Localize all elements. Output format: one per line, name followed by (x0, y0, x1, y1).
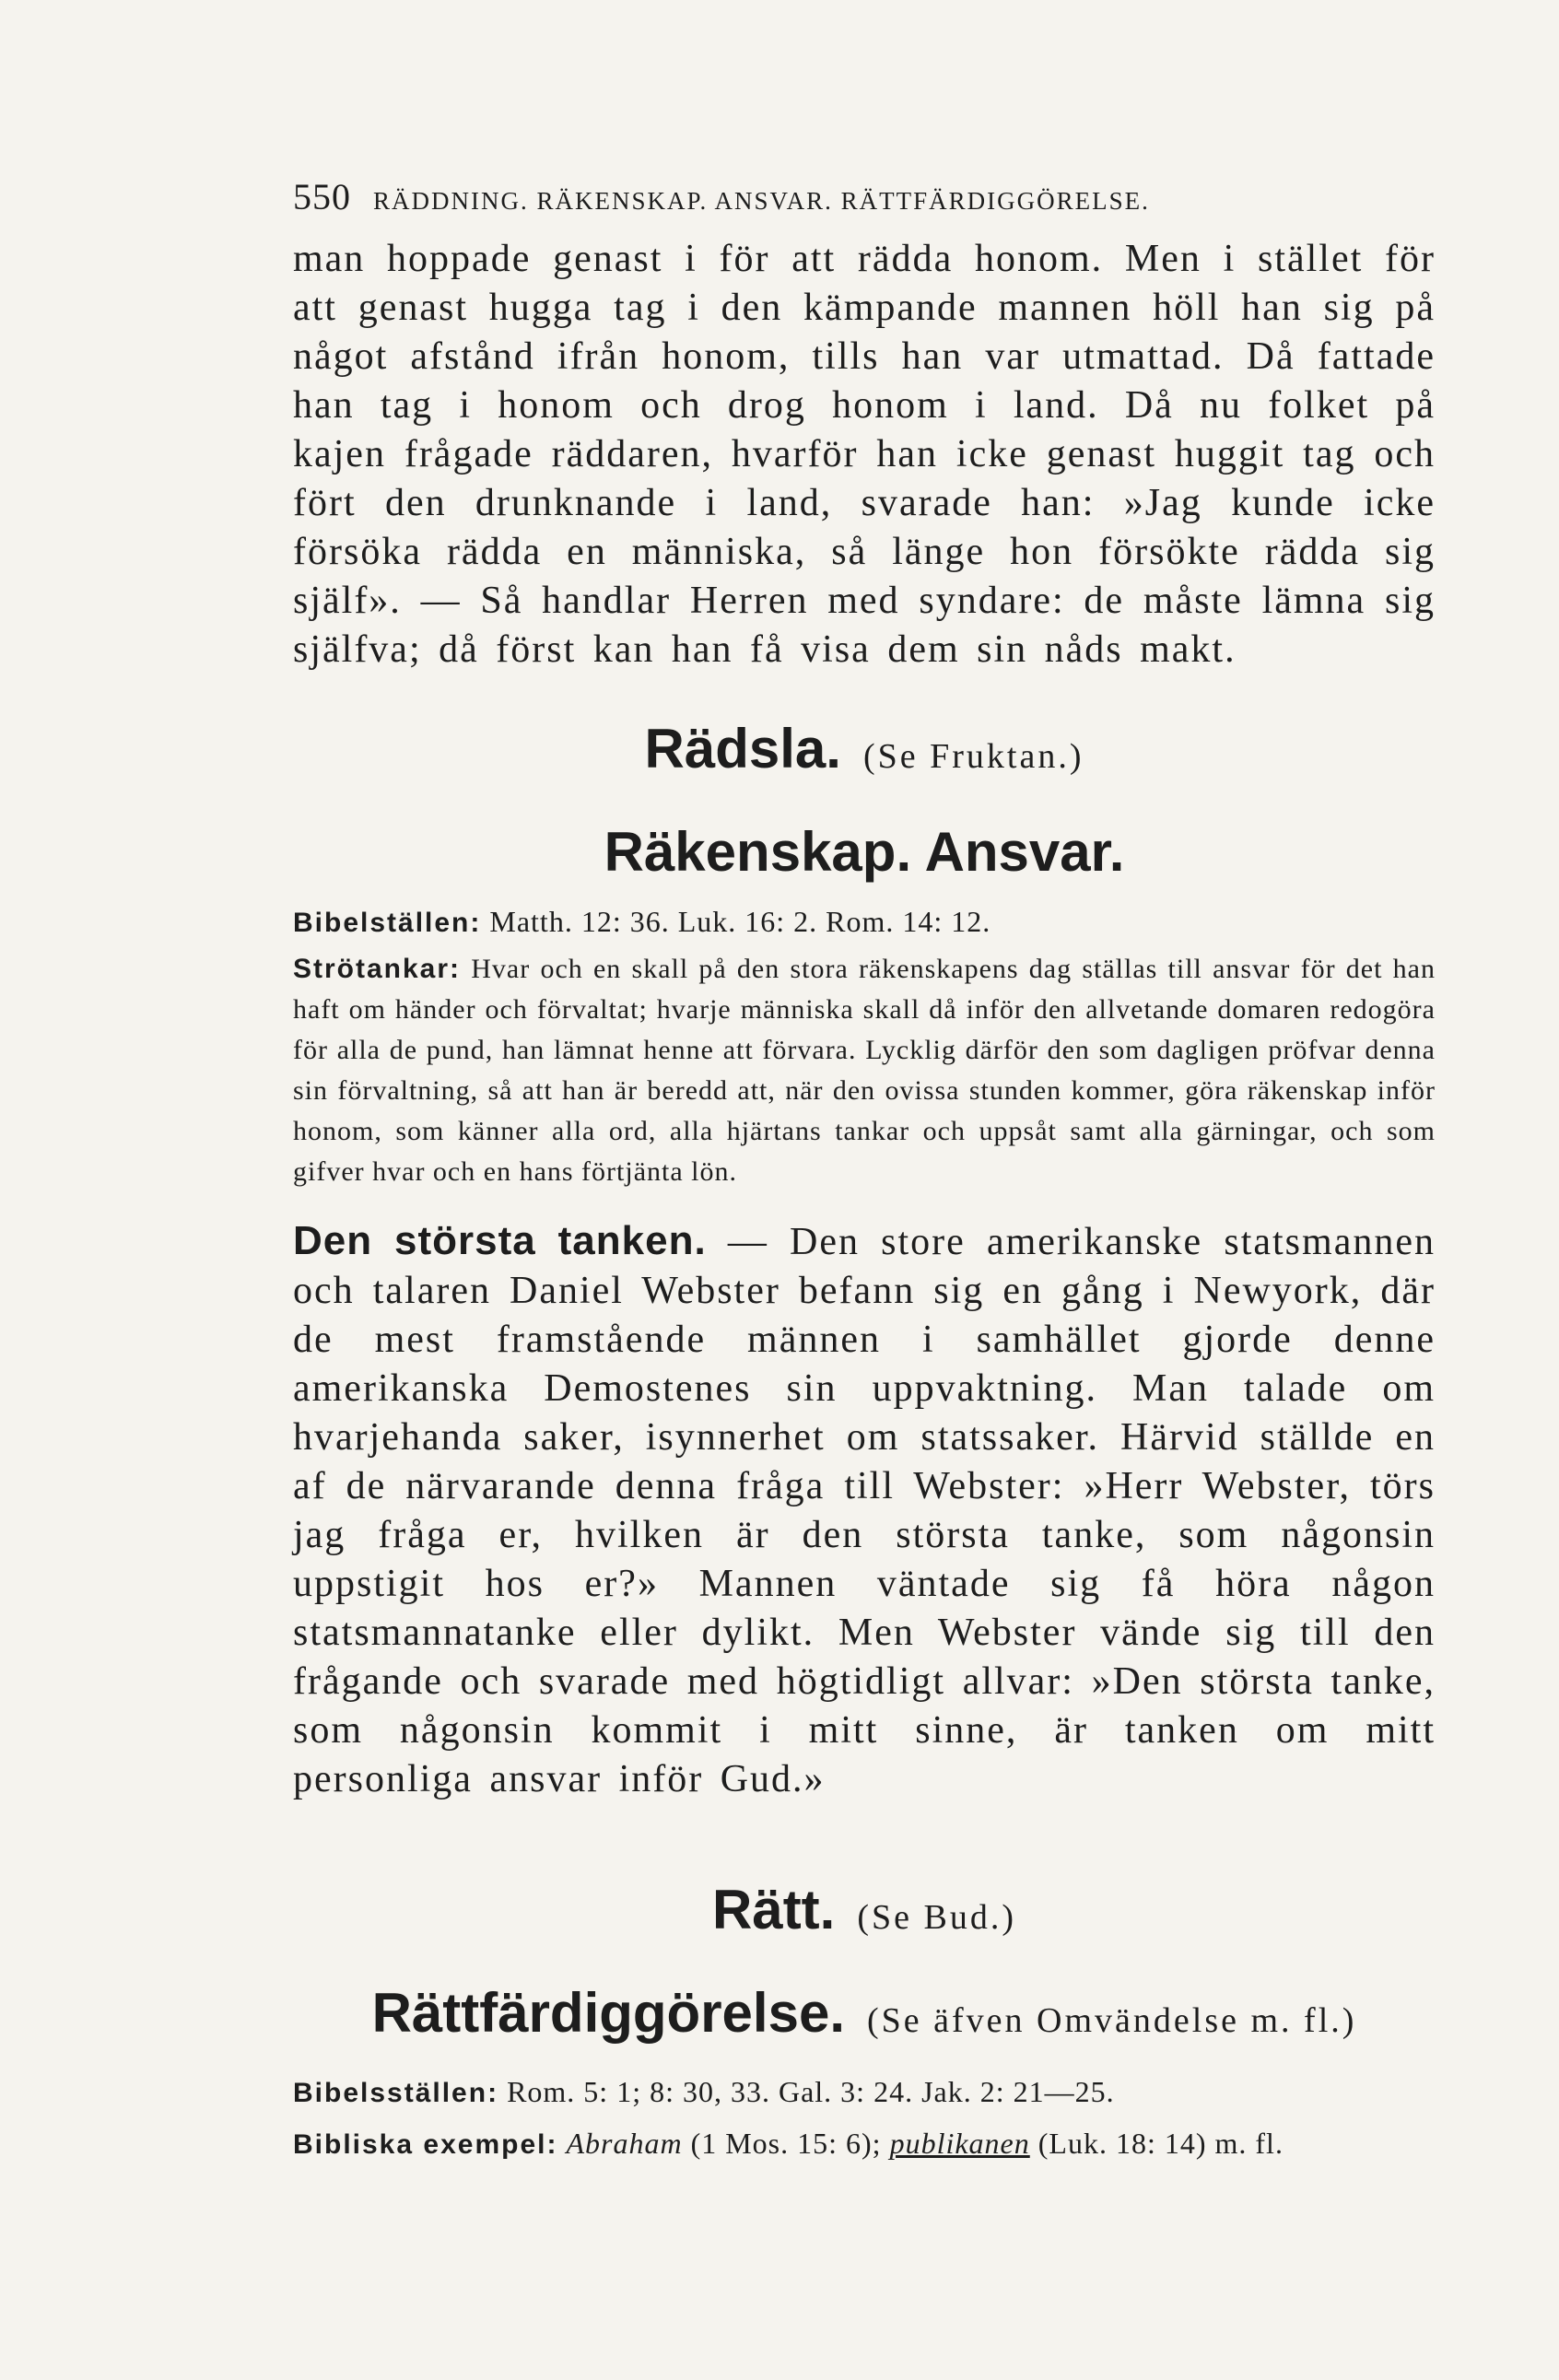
biblical-examples-line (293, 2123, 1436, 2165)
cross-reference: (Se Fruktan.) (862, 737, 1084, 776)
thoughts-paragraph (293, 949, 1436, 1192)
bible-references-line (293, 901, 1436, 944)
bible-references: Rom. 5: 1; 8: 30, 33. Gal. 3: 24. Jak. 2: 21—25. (507, 2075, 1115, 2108)
story-text: — Den store amerikanske statsmannen och talaren Daniel Webster befann sig en gång i Newyork, där de mest framstående männen i samhället gjorde denne amerikanska Demostenes sin uppvaktning. Man talade om hvarjehanda saker, isynnerhet om statssaker. Härvid ställde en af de närvarande denna fråga till Webster: »Herr Webster, törs jag fråga er, hvilken är den största tanke, som någonsin uppstigit hos er?» Mannen väntade sig få höra någon statsmannatanke eller dylikt. Men Webster vände sig till den frågande och svarade med högtidligt allvar: »Den största tanke, som någonsin kommit i mitt sinne, är tanken om mitt personliga ansvar inför Gud.» (293, 1221, 1436, 1800)
example-publikanen-ref: (Luk. 18: 14) m. fl. (1037, 2127, 1284, 2160)
section-heading-rattfardiggorelse (293, 1981, 1436, 2053)
cross-reference: (Se Bud.) (857, 1898, 1016, 1937)
bible-references-label: Bibelställen: (293, 908, 482, 938)
bible-references-label: Bibelsställen: (293, 2078, 499, 2108)
running-title: RÄDDNING. RÄKENSKAP. ANSVAR. RÄTTFÄRDIGGÖRELSE. (373, 187, 1150, 215)
example-publikanen: publikanen (889, 2127, 1030, 2160)
running-header (293, 175, 1436, 218)
bible-references-line (293, 2071, 1436, 2114)
story-title: Den största tanken. (293, 1218, 707, 1263)
thoughts-text: Hvar och en skall på den stora räkenskapens dag ställas till ansvar för det han haft om händer och förvaltat; hvarje människa skall då inför den allvetande domaren redogöra för alla de pund, han lämnat henne att förvara. Lycklig därför den som dagligen pröfvar denna sin förvaltning, så att han är beredd att, när den ovissa stunden kommer, göra räkenskap inför honom, som känner alla ord, alla hjärtans tankar och uppsåt samt alla gärningar, och som gifver hvar och en hans förtjänta lön. (293, 954, 1436, 1187)
biblical-examples-label: Bibliska exempel: (293, 2129, 558, 2160)
section-heading-ratt (293, 1878, 1436, 1950)
section-heading-radsla (293, 717, 1436, 789)
intro-paragraph: man hoppade genast i för att rädda honom. Men i stället för att genast hugga tag i den kämpande mannen höll han sig på något afstånd ifrån honom, tills han var utmattad. Då fattade han tag i honom och drog honom i land. Då nu folket på kajen frågade räddaren, hvarför han icke genast huggit tag och fört den drunknande i land, svarade han: »Jag kunde icke försöka rädda en människa, så länge hon försökte rädda sig själf». — Så handlar Herren med syndare: de måste lämna sig själfva; då först kan han få visa dem sin nåds makt. (293, 238, 1436, 671)
example-abraham: Abraham (566, 2127, 683, 2160)
section-heading-rakenskap: Räkenskap. Ansvar. (604, 821, 1125, 883)
bible-references: Matth. 12: 36. Luk. 16: 2. Rom. 14: 12. (489, 905, 991, 938)
book-page (293, 175, 1436, 2165)
heading-title: Rättfärdiggörelse. (371, 1982, 845, 2044)
story-paragraph (293, 1216, 1436, 1804)
thoughts-label: Strötankar: (293, 954, 462, 984)
cross-reference: (Se äfven Omvändelse m. fl.) (867, 2001, 1357, 2040)
example-abraham-ref: (1 Mos. 15: 6); (690, 2127, 882, 2160)
heading-title: Rädsla. (644, 718, 841, 780)
page-number: 550 (293, 176, 351, 217)
heading-title: Rätt. (712, 1879, 836, 1940)
